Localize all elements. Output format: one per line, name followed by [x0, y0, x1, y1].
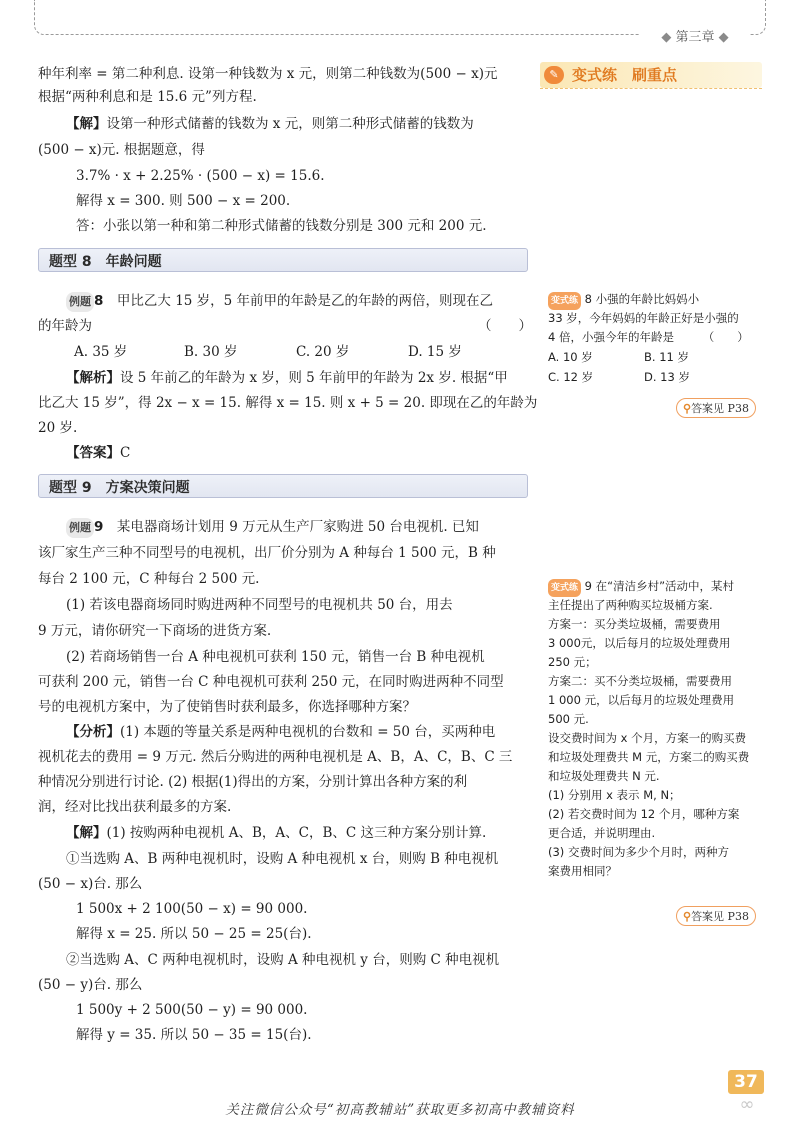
equation-line: 1 500x + 2 100(50 − x) = 90 000. — [76, 901, 308, 917]
diamond-icon: ◆ — [661, 30, 676, 45]
question-1: (1) 若该电器商场同时购进两种不同型号的电视机共 50 台，用去 — [66, 597, 453, 613]
variant-line: (2) 若交费时间为 12 个月，哪种方案 — [548, 807, 740, 821]
variant-badge: 变式练 — [548, 579, 581, 597]
analysis-line: 【分析】(1) 本题的等量关系是两种电视机的台数和 = 50 台，买两种电 — [66, 724, 496, 740]
chapter-label: ◆ 第三章 ◆ — [640, 28, 750, 48]
example-badge: 例题 — [66, 292, 94, 312]
section-header-9: 题型 9 方案决策问题 — [38, 474, 528, 498]
text-line: ①当选购 A、B 两种电视机时，设购 A 种电视机 x 台，则购 B 种电视机 — [66, 851, 499, 867]
text-line: 可获利 200 元，销售一台 C 种电视机可获利 250 元，在同时购进两种不同型 — [38, 674, 504, 690]
example-8-line: 例题 8 甲比乙大 15 岁，5 年前甲的年龄是乙的年龄的两倍，则现在乙 — [66, 291, 493, 312]
text-line: 的年龄为 — [38, 318, 92, 334]
text-line: 答：小张以第一种和第二种形式储蓄的钱数分别是 300 元和 200 元. — [76, 218, 487, 234]
equation-line: 1 500y + 2 500(50 − y) = 90 000. — [76, 1002, 308, 1018]
option-a: A. 10 岁 — [548, 350, 593, 364]
sidebar-title: 变式练 刷重点 — [572, 66, 678, 84]
text-line: 比乙大 15 岁”，得 2x − x = 15. 解得 x = 15. 则 x + 5 = 20. 即现在乙的年龄为 — [38, 395, 538, 411]
text-line: 该厂家生产三种不同型号的电视机，出厂价分别为 A 种每台 1 500 元，B 种 — [38, 545, 496, 561]
variant-line: 设交费时间为 x 个月，方案一的购买费 — [548, 731, 747, 745]
answer-line: 【答案】C — [66, 445, 131, 461]
equation-line: 3.7% · x + 2.25% · (500 − x) = 15.6. — [76, 168, 325, 184]
text-line: (50 − x)台. 那么 — [38, 876, 143, 892]
variant-line: 主任提出了两种购买垃圾桶方案. — [548, 598, 713, 612]
option-c: C. 20 岁 — [296, 344, 350, 360]
sidebar-title-underline — [540, 88, 762, 89]
variant-line: (3) 交费时间为多少个月时，两种方 — [548, 845, 729, 859]
variant-line: 500 元. — [548, 712, 589, 726]
answer-link-9[interactable]: ⚲答案见 P38 — [676, 906, 756, 926]
question-2: (2) 若商场销售一台 A 种电视机可获利 150 元，销售一台 B 种电视机 — [66, 649, 485, 665]
variant-line: 和垃圾处理费共 M 元，方案二的购买费 — [548, 750, 750, 764]
text-line: 解得 x = 25. 所以 50 − 25 = 25(台). — [76, 926, 312, 942]
example-badge: 例题 — [66, 518, 94, 538]
variant-line: 3 000元，以后每月的垃圾处理费用 — [548, 636, 731, 650]
solution-line: 【解】(1) 按购两种电视机 A、B，A、C，B、C 这三种方案分别计算. — [66, 825, 487, 841]
text-line: 根据“两种利息和是 15.6 元”列方程. — [38, 89, 257, 105]
variant-line: (1) 分别用 x 表示 M, N； — [548, 788, 681, 802]
option-b: B. 11 岁 — [644, 350, 689, 364]
variant-line: 方案一：买分类垃圾桶，需要费用 — [548, 617, 721, 631]
variant-line: 33 岁，今年妈妈的年龄正好是小强的 — [548, 311, 739, 325]
text-line: 每台 2 100 元，C 种每台 2 500 元. — [38, 571, 260, 587]
solution-line: 【解】设第一种形式储蓄的钱数为 x 元，则第二种形式储蓄的钱数为 — [66, 116, 474, 132]
variant-line: 1 000 元，以后每月的垃圾处理费用 — [548, 693, 735, 707]
variant-badge: 变式练 — [548, 292, 581, 310]
text-line: 种情况分别进行讨论. (2) 根据(1)得出的方案，分别计算出各种方案的利 — [38, 774, 468, 790]
answer-paren: （ ） — [478, 318, 532, 334]
infinity-icon: ∞ — [739, 1094, 755, 1115]
variant-line: 方案二：买不分类垃圾桶，需要费用 — [548, 674, 732, 688]
section-header-8: 题型 8 年龄问题 — [38, 248, 528, 272]
option-d: D. 13 岁 — [644, 370, 690, 384]
text-line: 号的电视机方案中，为了使销售时获利最多，你选择哪种方案？ — [38, 699, 416, 715]
text-line: 视机花去的费用 = 9 万元. 然后分购进的两种电视机是 A、B，A、C，B、C 三 — [38, 749, 513, 765]
option-b: B. 30 岁 — [184, 344, 238, 360]
text-line: 解得 x = 300. 则 500 − x = 200. — [76, 193, 291, 209]
text-line: (50 − y)台. 那么 — [38, 977, 143, 993]
text-line: 种年利率 = 第二种利息. 设第一种钱数为 x 元，则第二种钱数为(500 − x)元 — [38, 66, 498, 82]
variant-line: 更合适，并说明理由. — [548, 826, 656, 840]
text-line: 20 岁. — [38, 420, 78, 436]
text-line: (500 − x)元. 根据题意，得 — [38, 142, 205, 158]
option-c: C. 12 岁 — [548, 370, 594, 384]
example-9-line: 例题 9 某电器商场计划用 9 万元从生产厂家购进 50 台电视机. 已知 — [66, 517, 479, 538]
key-icon: ⚲ — [683, 910, 692, 923]
text-line: 9 万元，请你研究一下商场的进货方案. — [38, 623, 272, 639]
wrench-icon: ✎ — [544, 66, 564, 84]
text-line: 润，经对比找出获利最多的方案. — [38, 799, 232, 815]
key-icon: ⚲ — [683, 402, 692, 415]
diamond-icon: ◆ — [714, 30, 729, 45]
variant-line: 变式练 8 小强的年龄比妈妈小 — [548, 290, 699, 310]
footer-note: 关注微信公众号“初高教辅站”获取更多初高中教辅资料 — [225, 1102, 575, 1118]
variant-line: 案费用相同？ — [548, 864, 617, 878]
text-line: ②当选购 A、C 两种电视机时，设购 A 种电视机 y 台，则购 C 种电视机 — [66, 952, 500, 968]
text-line: 解得 y = 35. 所以 50 − 35 = 15(台). — [76, 1027, 312, 1043]
option-a: A. 35 岁 — [74, 344, 128, 360]
variant-line: 4 倍，小强今年的年龄是 （ ） — [548, 330, 749, 344]
variant-line: 250 元； — [548, 655, 597, 669]
variant-line: 和垃圾处理费共 N 元. — [548, 769, 660, 783]
page-number: 37 — [728, 1070, 764, 1094]
variant-line: 变式练 9 在“清洁乡村”活动中，某村 — [548, 577, 734, 597]
answer-link-8[interactable]: ⚲答案见 P38 — [676, 398, 756, 418]
analysis-line: 【解析】设 5 年前乙的年龄为 x 岁，则 5 年前甲的年龄为 2x 岁. 根据“甲 — [66, 370, 508, 386]
option-d: D. 15 岁 — [408, 344, 462, 360]
